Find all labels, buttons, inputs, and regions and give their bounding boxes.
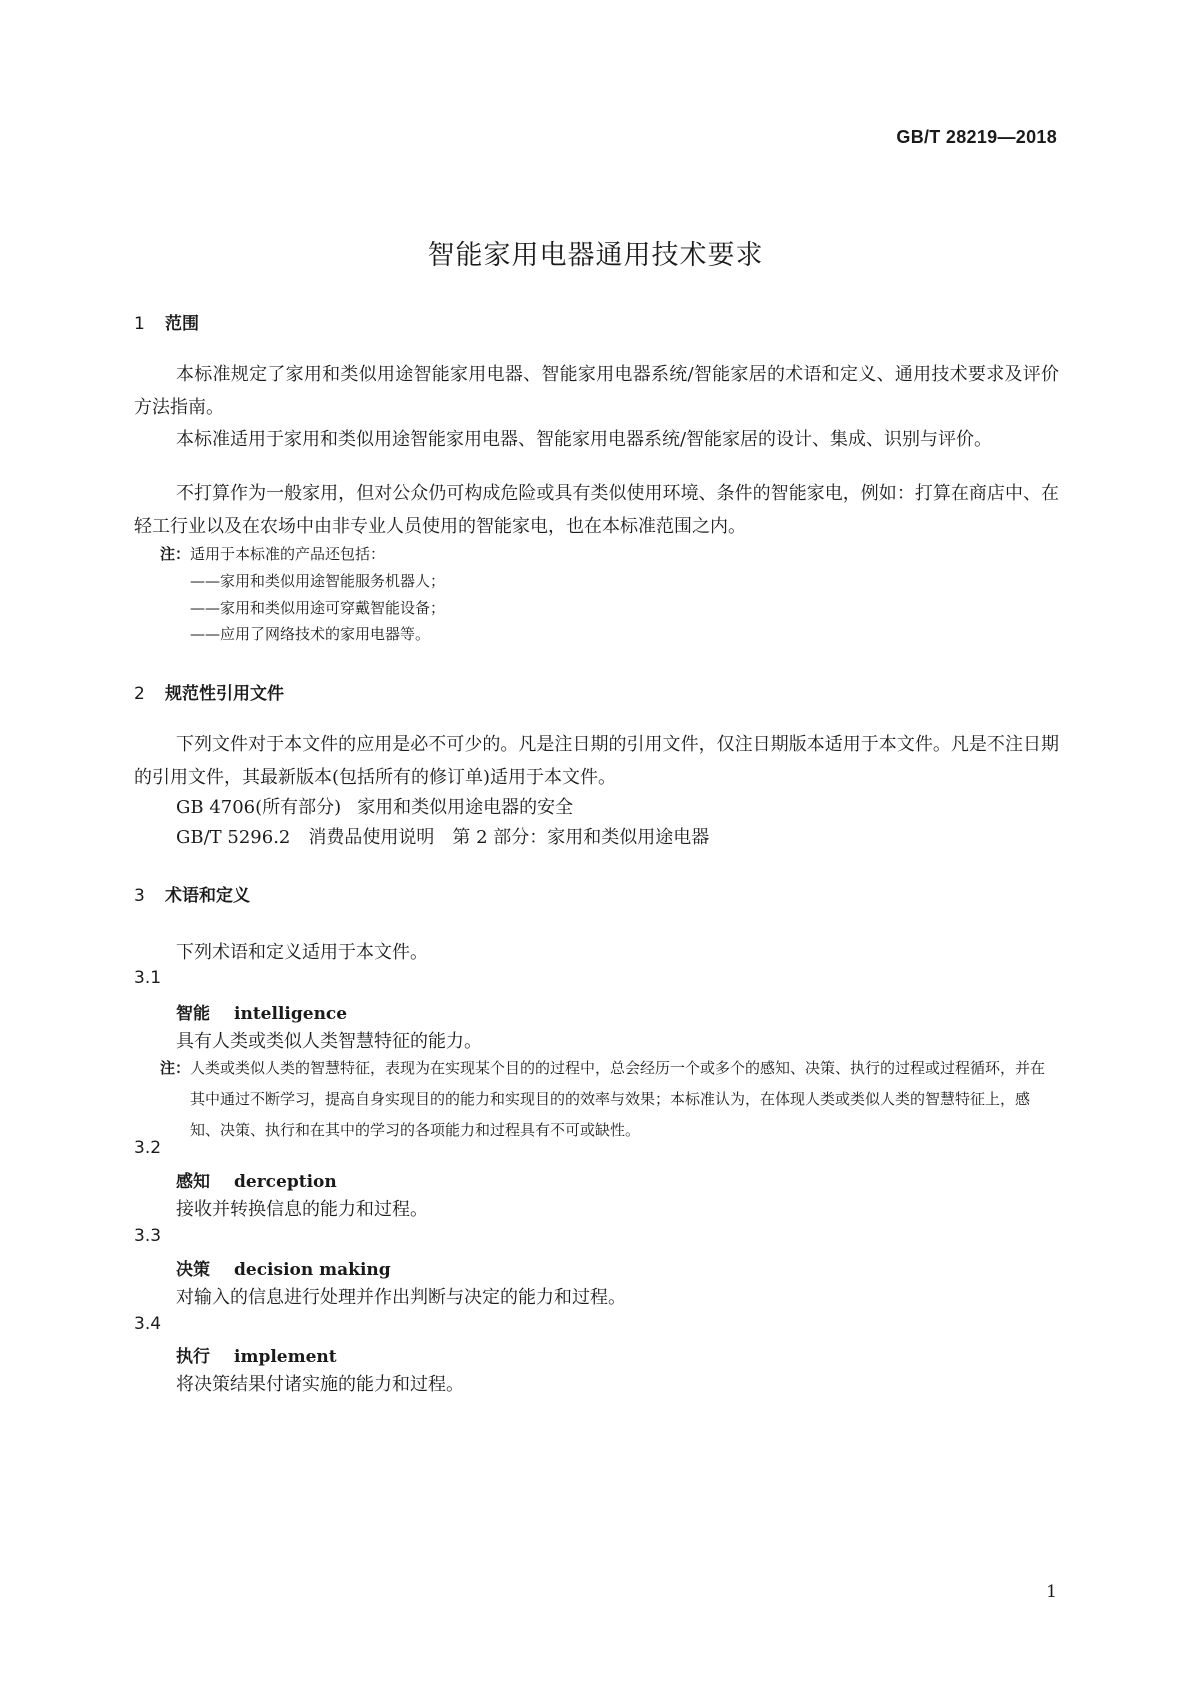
note-label: 注：: [160, 545, 191, 563]
term-zh: 智能: [176, 1004, 210, 1024]
section-2-paragraph: 下列文件对于本文件的应用是必不可少的。凡是注日期的引用文件，仅注日期版本适用于本文件。凡是不注日期的引用文件，其最新版本(包括所有的修订单)适用于本文件。: [134, 734, 1059, 788]
note-list-item: ——家用和类似用途智能服务机器人；: [190, 572, 446, 590]
term-en: decision making: [234, 1260, 391, 1280]
note-list-item: ——家用和类似用途可穿戴智能设备；: [190, 599, 446, 617]
note-list-item: ——应用了网络技术的家用电器等。: [190, 625, 431, 643]
reference-item: [176, 823, 709, 849]
reference-title: 家用和类似用途电器的安全: [357, 797, 574, 818]
section-number: 2: [134, 684, 145, 704]
section-title: 术语和定义: [165, 886, 250, 906]
term-en: derception: [234, 1172, 337, 1192]
section-1-paragraph-1: 本标准规定了家用和类似用途智能家用电器、智能家用电器系统/智能家居的术语和定义、通用技术要求及评价方法指南。: [134, 364, 1059, 418]
term-zh: 执行: [176, 1347, 210, 1367]
term-heading: [176, 1167, 337, 1192]
section-title: 范围: [165, 314, 199, 334]
reference-code: GB/T 5296.2: [176, 827, 291, 848]
note-text: 适用于本标准的产品还包括：: [190, 545, 386, 563]
term-en: intelligence: [234, 1004, 348, 1024]
term-zh: 决策: [176, 1260, 210, 1280]
section-1-paragraph-2: 本标准适用于家用和类似用途智能家用电器、智能家用电器系统/智能家居的设计、集成、识别与评价。: [176, 429, 993, 450]
term-note: [160, 1053, 1059, 1146]
section-1-paragraph-3: 不打算作为一般家用，但对公众仍可构成危险或具有类似使用环境、条件的智能家电，例如：打算在商店中、在轻工行业以及在农场中由非专业人员使用的智能家电，也在本标准范围之内。: [134, 483, 1059, 537]
term-number: 3.1: [134, 968, 162, 988]
section-title: 规范性引用文件: [165, 684, 284, 704]
term-heading: [176, 1255, 391, 1280]
reference-item: [176, 793, 573, 819]
section-1-heading: [134, 309, 199, 334]
reference-code: GB 4706(所有部分): [176, 797, 342, 818]
section-1-note: [160, 543, 385, 564]
term-definition: 具有人类或类似人类智慧特征的能力。: [176, 1031, 482, 1052]
term-definition: 将决策结果付诸实施的能力和过程。: [176, 1374, 464, 1395]
section-number: 1: [134, 314, 145, 334]
document-title: 智能家用电器通用技术要求: [427, 240, 764, 271]
reference-title: 消费品使用说明 第 2 部分：家用和类似用途电器: [308, 827, 710, 848]
page-number: 1: [1046, 1582, 1057, 1602]
term-definition: 接收并转换信息的能力和过程。: [176, 1199, 428, 1220]
section-number: 3: [134, 886, 145, 906]
term-definition: 对输入的信息进行处理并作出判断与决定的能力和过程。: [176, 1287, 626, 1308]
term-heading: [176, 1342, 337, 1367]
term-number: 3.4: [134, 1314, 162, 1334]
note-text: 人类或类似人类的智慧特征，表现为在实现某个目的的过程中，总会经历一个或多个的感知、决策、执行的过程或过程循环，并在其中通过不断学习，提高自身实现目的的能力和实现目的的效率与效果；本标准认为，在体现人类或类似人类的智慧特征上，感知、决策、执行和在其中的学习的各项能力和过程具有不可或缺性。: [190, 1059, 1046, 1139]
note-label: 注：: [160, 1059, 191, 1077]
term-heading: [176, 999, 347, 1024]
term-number: 3.2: [134, 1138, 162, 1158]
section-2-heading: [134, 679, 284, 704]
term-zh: 感知: [176, 1172, 210, 1192]
section-3-intro: 下列术语和定义适用于本文件。: [176, 942, 428, 963]
standard-code: GB/T 28219—2018: [896, 127, 1057, 147]
term-number: 3.3: [134, 1226, 162, 1246]
term-en: implement: [234, 1347, 337, 1367]
section-3-heading: [134, 881, 250, 906]
